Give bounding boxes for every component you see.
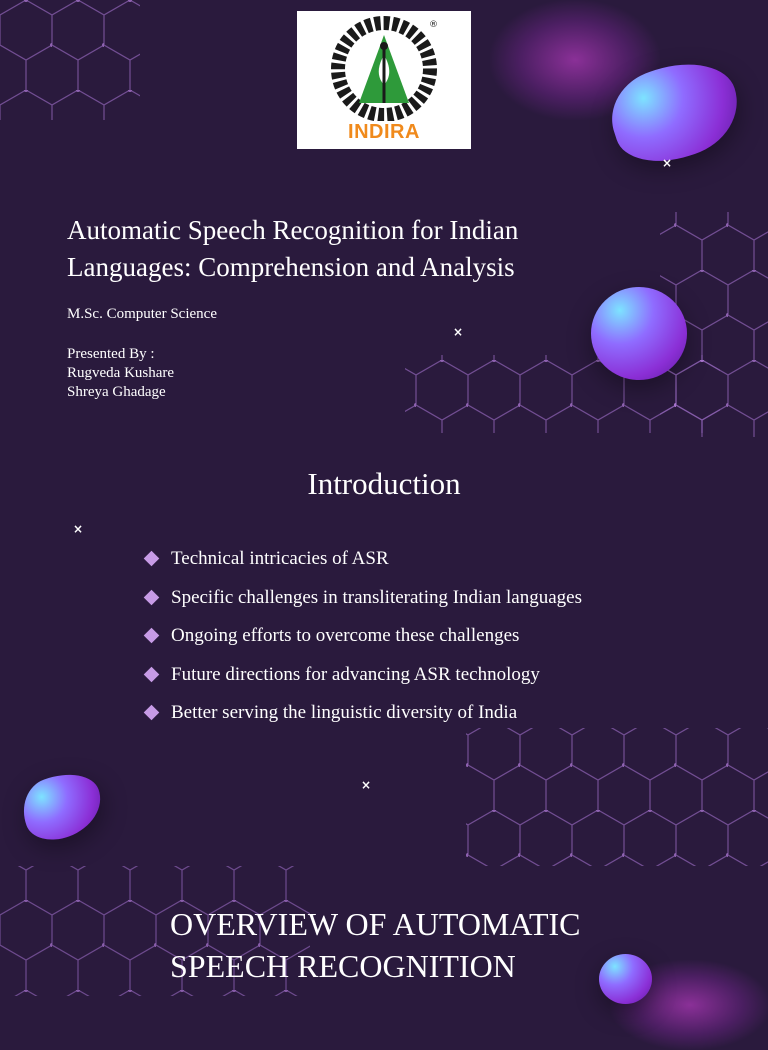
svg-text:®: ® (429, 20, 438, 30)
author-name: Rugveda Kushare (67, 365, 175, 381)
institute-logo (297, 11, 471, 149)
course-subtitle: M.Sc. Computer Science (67, 306, 217, 322)
logo-emblem-icon (297, 11, 471, 121)
cross-icon: × (361, 778, 372, 792)
list-item (142, 664, 582, 703)
bullet-text: Technical intricacies of ASR (171, 548, 389, 569)
introduction-bullet-list (142, 548, 582, 741)
list-item (142, 548, 582, 587)
bullet-text: Specific challenges in transliterating Indian languages (171, 586, 582, 608)
presented-by-label: Presented By : (67, 346, 155, 362)
diamond-icon (144, 551, 160, 567)
bullet-text: Future directions for advancing ASR technology (171, 663, 540, 685)
overview-heading-line: OVERVIEW OF AUTOMATIC (170, 906, 581, 942)
author-name: Shreya Ghadage (67, 384, 166, 400)
diamond-icon (144, 589, 160, 605)
introduction-heading: Introduction (307, 466, 461, 501)
presenters-block (67, 345, 174, 402)
list-item (142, 702, 582, 741)
cross-icon: × (453, 325, 464, 339)
logo-wordmark: INDIRA (348, 121, 420, 143)
cross-icon: × (662, 156, 673, 170)
diamond-icon (144, 705, 160, 721)
purple-sphere-decoration (591, 287, 687, 380)
bullet-text: Better serving the linguistic diversity of India (171, 702, 518, 723)
list-item (142, 587, 582, 626)
overview-heading-line: SPEECH RECOGNITION (170, 948, 516, 984)
overview-heading (170, 903, 690, 987)
bullet-text: Ongoing efforts to overcome these challenges (171, 625, 520, 646)
cross-icon: × (73, 522, 84, 536)
list-item (142, 625, 582, 664)
diamond-icon (144, 666, 160, 682)
presentation-title: Automatic Speech Recognition for Indian Languages: Comprehension and Analysis (67, 215, 519, 282)
diamond-icon (144, 628, 160, 644)
